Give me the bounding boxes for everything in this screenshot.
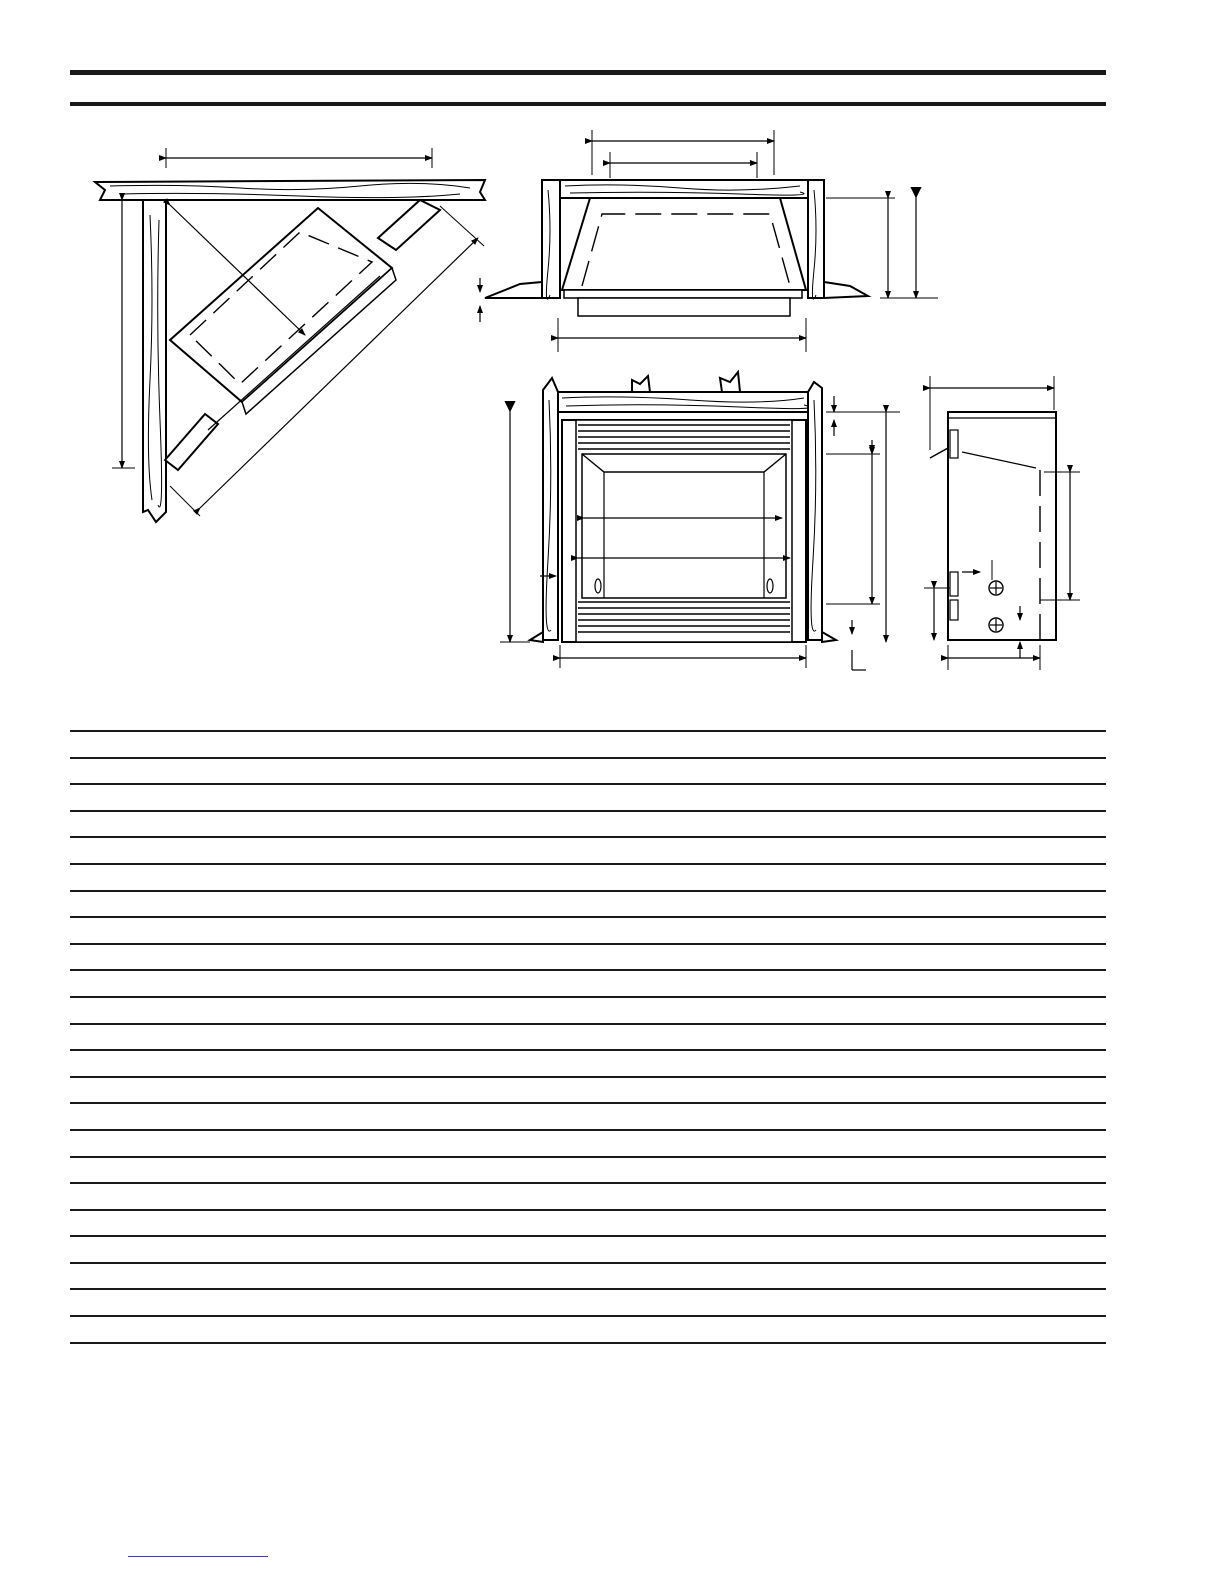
table-row	[70, 1102, 1106, 1129]
table-row	[70, 1049, 1106, 1076]
table-row	[70, 810, 1106, 837]
table-row	[70, 969, 1106, 996]
table-row	[70, 943, 1106, 970]
top-view	[480, 130, 938, 352]
table-row	[70, 757, 1106, 784]
footer-link-underline[interactable]	[128, 1556, 268, 1557]
table-row	[70, 1235, 1106, 1262]
table-row	[70, 1315, 1106, 1342]
table-row	[70, 1076, 1106, 1103]
table-row	[70, 1182, 1106, 1209]
table-row	[70, 890, 1106, 917]
table-row	[70, 730, 1106, 757]
table-row	[70, 1156, 1106, 1183]
table-row	[70, 1209, 1106, 1236]
table-row	[70, 1342, 1106, 1344]
table-row	[70, 863, 1106, 890]
table-row	[70, 1262, 1106, 1289]
table-row	[70, 996, 1106, 1023]
dimensions-table	[70, 730, 1106, 1344]
side-view	[924, 376, 1080, 670]
table-row	[70, 1288, 1106, 1315]
header-rule-second	[70, 102, 1106, 106]
fireplace-dimension-drawings	[70, 110, 1120, 700]
table-row	[70, 916, 1106, 943]
table-row	[70, 836, 1106, 863]
table-row	[70, 1023, 1106, 1050]
front-view	[500, 372, 900, 670]
header-rule-top	[70, 70, 1106, 75]
corner-installation-view	[95, 148, 485, 522]
table-row	[70, 1129, 1106, 1156]
table-row	[70, 783, 1106, 810]
